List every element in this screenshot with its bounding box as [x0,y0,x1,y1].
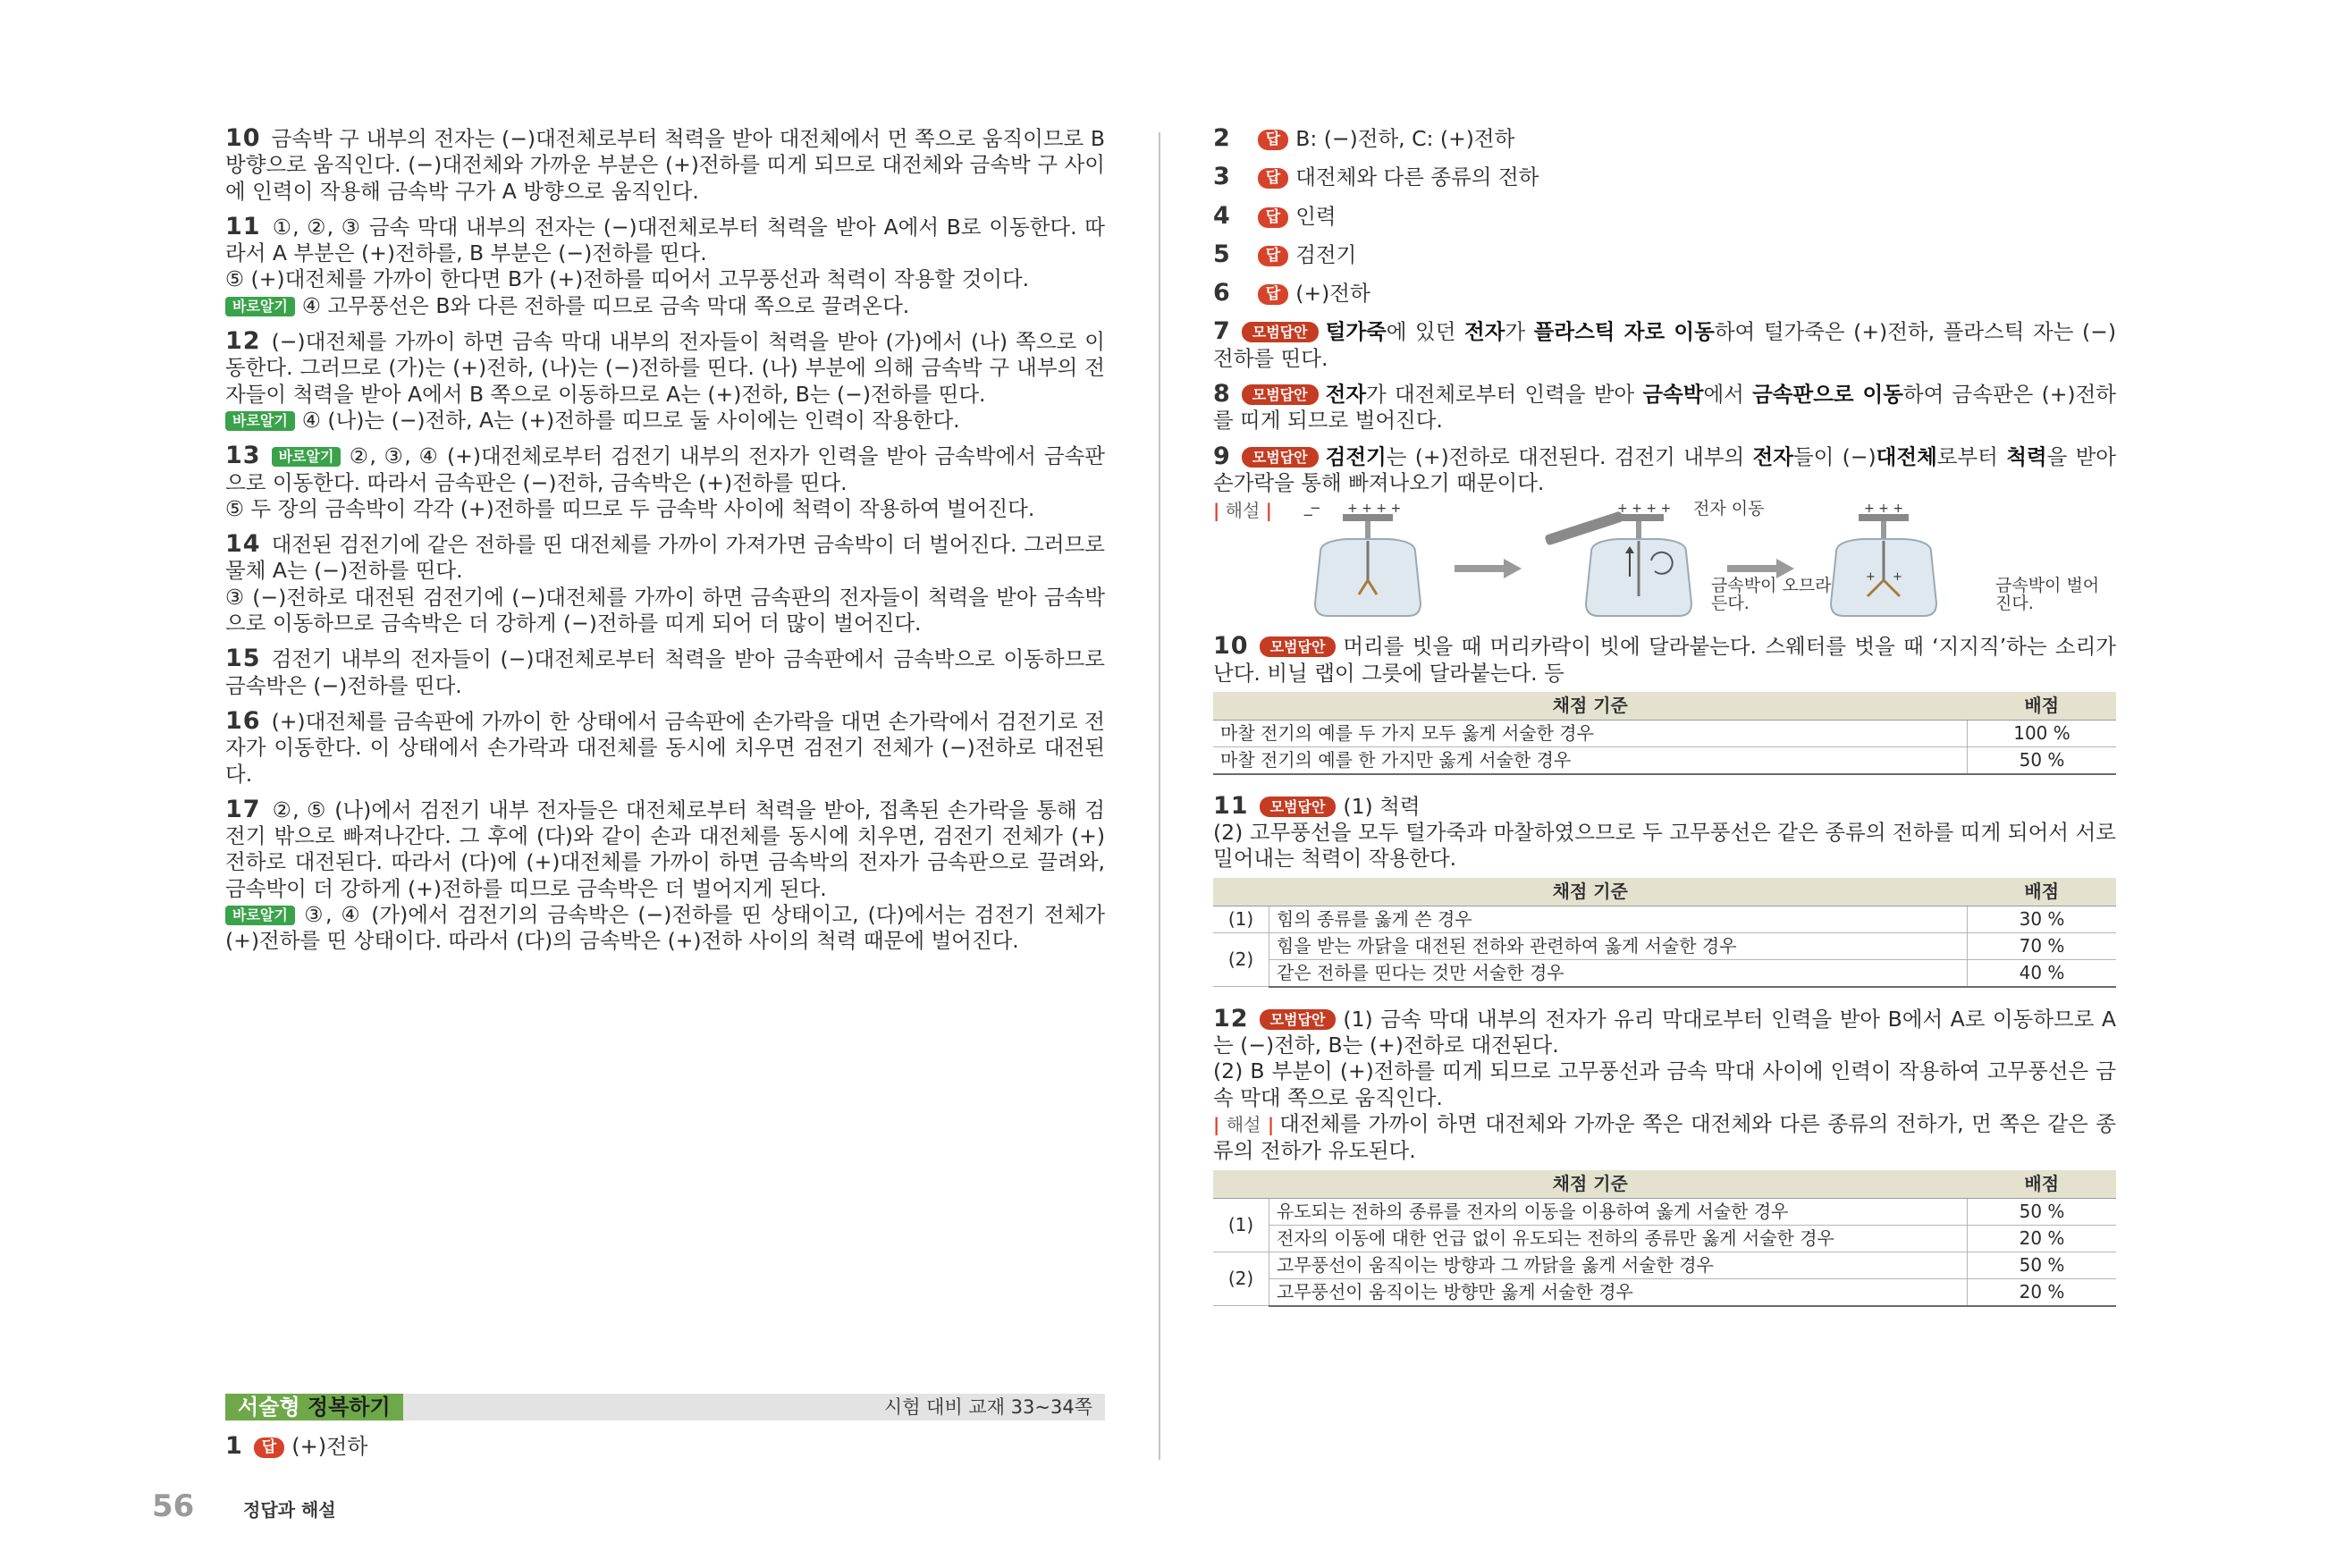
table-row: (1) 힘의 종류를 옳게 쓴 경우 30 % [1213,906,2116,932]
answer-7: 7 모범답안 털가죽에 있던 전자가 플라스틱 자로 이동하여 털가죽은 (+)전하, 플라스틱 자는 (−)전하를 띤다. [1213,317,2117,371]
correction-tag: 바로알기 [225,411,295,431]
model-answer-tag: 모범답안 [1242,322,1319,342]
label-foil-open: 금속박이 벌어진다. [1995,576,2100,614]
answer-9: 9 모범답안 검전기는 (+)전하로 대전된다. 검전기 내부의 전자들이 (−)대전체로부터 척력을 받아 손가락을 통해 빠져나오기 때문이다. [1213,442,2116,495]
correction-tag: 바로알기 [272,447,342,467]
section-header [225,1394,1105,1420]
right-column [1213,125,2116,1325]
explanation-label: | 해설 | [1213,1113,1275,1135]
explanation-label: | 해설 | [1213,500,1272,522]
svg-text:−: − [1303,507,1314,524]
electroscope-3 [1831,502,1936,616]
answer-tag: 답 [1258,246,1288,266]
footer-title: 정답과 해설 [243,1499,336,1521]
answer-8: 8 모범답안 전자가 대전체로부터 인력을 받아 금속박에서 금속판으로 이동하여 금속판은 (+)전하를 띠게 되므로 벌어진다. [1213,380,2117,434]
answer-13: 13 바로알기 ②, ③, ④ (+)대전체로부터 검전기 내부의 전자가 인력을 받아 금속박에서 금속판으로 이동한다. 따라서 금속판은 (−)전하, 금속박은 (+)전하를 띤다. ⑤ 두 장의 금속박이 각각 (+)전하를 띠므로 두 금속박 사이에 척력이 작용하여 벌어진다. [225,442,1105,521]
section-title: 서술형 정복하기 [225,1394,403,1420]
label-electron-move: 전자 이동 [1693,499,1765,519]
answer-tag: 답 [1258,130,1288,150]
correction-tag: 바로알기 [225,906,295,925]
model-answer-tag: 모범답안 [1260,636,1337,657]
table-row: 마찰 전기의 예를 한 가지만 옳게 서술한 경우 50 % [1213,746,2116,774]
answer-15: 15 검전기 내부의 전자들이 (−)대전체로부터 척력을 받아 금속판에서 금속박으로 이동하므로 금속박은 (−)전하를 띤다. [225,645,1105,698]
model-answer-tag: 모범답안 [1260,1009,1337,1030]
column-divider [1159,132,1160,1460]
answer-11: 11 ①, ②, ③ 금속 막대 내부의 전자는 (−)대전체로부터 척력을 받아 A에서 B로 이동한다. 따라서 A 부분은 (+)전하를, B 부분은 (−)전하를 띤다. ⑤ (+)대전체를 가까이 한다면 B가 (+)전하를 띠어서 고무풍선과 척력이 작용할 것이다. 바로알기 ④ 고무풍선은 B와 다른 전하를 띠므로 금속 막대 쪽으로 끌려온다. [225,212,1105,318]
answer-tag: 답 [1258,168,1288,189]
svg-text:+ + +: + + + [1864,502,1904,517]
model-answer-tag: 모범답안 [1242,384,1319,405]
left-column [225,125,1105,964]
answer-16: 16 (+)대전체를 금속판에 가까이 한 상태에서 금속판에 손가락을 대면 손가락에서 검전기로 전자가 이동한다. 이 상태에서 손가락과 대전체를 동시에 치우면 검전기 전체가 (−)전하로 대전된다. [225,706,1105,787]
answer-4: 4 답 인력 [1213,201,1337,230]
svg-text:−: − [1310,500,1321,517]
table-row: 전자의 이동에 대한 언급 없이 유도되는 전하의 종류만 옳게 서술한 경우 20 % [1213,1225,2116,1252]
scoring-table-12: 채점 기준 배점 (1) 유도되는 전하의 종류를 전자의 이동을 이용하여 옳게 서술한 경우 50 % 전자의 이동에 대한 언급 없이 유도되는 전하의 종류만 옳게 서술한 경우 20 % (2) 고무풍선이 움직이는 방향과 그 까닭을 옳게 서술한 경우 50 % 고무풍선이 움직이는 방향만 옳게 서술한 경우 20 % [1213,1170,2116,1307]
section-reference: 시험 대비 교재 33~34쪽 [883,1396,1092,1418]
answer-17: 17 ②, ⑤ (나)에서 검전기 내부 전자들은 대전체로부터 척력을 받아, 접촉된 손가락을 통해 검전기 밖으로 빠져나간다. 그 후에 (다)와 같이 손과 대전체를 동시에 치우면, 검전기 전체가 (+)전하로 대전된다. 따라서 (다)에 (+)대전체를 가까이 하면 금속박의 전자가 금속판으로 끌려와, 금속박이 더 강하게 (+)전하를 띠므로 금속박은 더 벌어지게 된다. 바로알기 ③, ④ (가)에서 검전기의 금속박은 (−)전하를 띤 상태이고, (다)에서는 검전기 전체가 (+)전하를 띤 상태이다. 따라서 (다)의 금속박은 (+)전하 사이의 척력 때문에 벌어진다. [225,795,1105,954]
answer-5: 5 답 검전기 [1213,240,1357,268]
answer-1: 1 답 (+)전하 [225,1432,368,1460]
answer-tag: 답 [1258,284,1288,305]
electroscope-2 [1544,502,1691,616]
label-foil-close: 금속박이 오므라든다. [1711,576,1832,614]
answer-12-right: 12 모범답안 (1) 금속 막대 내부의 전자가 유리 막대로부터 인력을 받아 B에서 A로 이동하므로 A는 (−)전하, B는 (+)전하로 대전된다. (2) B 부분이 (+)전하를 띠게 되므로 고무풍선과 금속 막대 사이에 인력이 작용하여 고무풍선은 금속 막대 쪽으로 움직인다. | 해설 | 대전체를 가까이 하면 대전체와 가까운 쪽은 대전체와 다른 종류의 전하가, 먼 쪽은 같은 종류의 전하가 유도된다. [1213,1004,2116,1164]
svg-text:+ + + +: + + + + [1347,502,1402,517]
table-row: (2) 힘을 받는 까닭을 대전된 전하와 관련하여 옳게 서술한 경우 70 % [1213,932,2116,959]
answer-10-right: 10 모범답안 머리를 빗을 때 머리카락이 빗에 달라붙는다. 스웨터를 벗을 때 ‘지지직’하는 소리가 난다. 비닐 랩이 그릇에 달라붙는다. 등 [1213,632,2116,686]
page-number: 56 [152,1488,195,1524]
model-answer-tag: 모범답안 [1242,447,1319,468]
svg-text:+: + [1866,570,1876,585]
answer-11-right: 11 모범답안 (1) 척력 (2) 고무풍선을 모두 털가죽과 마찰하였으므로 두 고무풍선은 같은 종류의 전하를 띠게 되어서 서로 밀어내는 척력이 작용한다. [1213,791,2116,872]
correction-tag: 바로알기 [225,297,295,316]
svg-text:+: + [1893,570,1902,585]
electroscope-1 [1303,500,1421,616]
answer-6: 6 답 (+)전하 [1213,279,1370,308]
table-row: 마찰 전기의 예를 두 가지 모두 옳게 서술한 경우 100 % [1213,720,2116,746]
electroscope-illustration [1213,498,2116,628]
model-answer-tag: 모범답안 [1260,797,1337,817]
table-row: 같은 전하를 띤다는 것만 서술한 경우 40 % [1213,959,2116,987]
answer-tag: 답 [1258,207,1288,228]
answer-3: 3 답 대전체와 다른 종류의 전하 [1213,163,1539,191]
scoring-table-10: 채점 기준 배점 마찰 전기의 예를 두 가지 모두 옳게 서술한 경우 100 % 마찰 전기의 예를 한 가지만 옳게 서술한 경우 50 % [1213,692,2116,775]
answer-2: 2 답 B: (−)전하, C: (+)전하 [1213,124,1515,152]
table-row: (1) 유도되는 전하의 종류를 전자의 이동을 이용하여 옳게 서술한 경우 50 % [1213,1198,2116,1225]
electroscope-diagram [1213,498,2116,628]
table-row: 고무풍선이 움직이는 방향만 옳게 서술한 경우 20 % [1213,1278,2116,1306]
answer-14: 14 대전된 검전기에 같은 전하를 띤 대전체를 가까이 가져가면 금속박이 더 벌어진다. 그러므로 물체 A는 (−)전하를 띤다. ③ (−)전하로 대전된 검전기에 (−)대전체를 가까이 하면 금속판의 전자들이 척력을 받아 금속박으로 이동하므로 금속박은 더 강하게 (−)전하를 띠게 되어 더 많이 벌어진다. [225,530,1105,636]
svg-text:+ + + +: + + + + [1617,502,1672,517]
answer-tag: 답 [254,1437,284,1458]
answer-12: 12 (−)대전체를 가까이 하면 금속 막대 내부의 전자들이 척력을 받아 (가)에서 (나) 쪽으로 이동한다. 그러므로 (가)는 (+)전하, (나)는 (−)전하를 띤다. (나) 부분에 의해 금속박 구 내부의 전자들이 척력을 받아 A에서 B 쪽으로 이동하므로 A는 (+)전하, B는 (−)전하를 띤다. 바로알기 ④ (나)는 (−)전하, A는 (+)전하를 띠므로 둘 사이에는 인력이 작용한다. [225,327,1105,433]
scoring-table-11: 채점 기준 배점 (1) 힘의 종류를 옳게 쓴 경우 30 % (2) 힘을 받는 까닭을 대전된 전하와 관련하여 옳게 서술한 경우 70 % 같은 전하를 띤다는 것만 서술한 경우 40 % [1213,878,2116,988]
table-row: (2) 고무풍선이 움직이는 방향과 그 까닭을 옳게 서술한 경우 50 % [1213,1252,2116,1278]
answer-10: 10 금속박 구 내부의 전자는 (−)대전체로부터 척력을 받아 대전체에서 먼 쪽으로 움직이므로 B 방향으로 움직인다. (−)대전체와 가까운 부분은 (+)전하를 띠게 되므로 대전체와 금속박 구 사이에 인력이 작용해 금속박 구가 A 방향으로 움직인다. [225,124,1105,204]
